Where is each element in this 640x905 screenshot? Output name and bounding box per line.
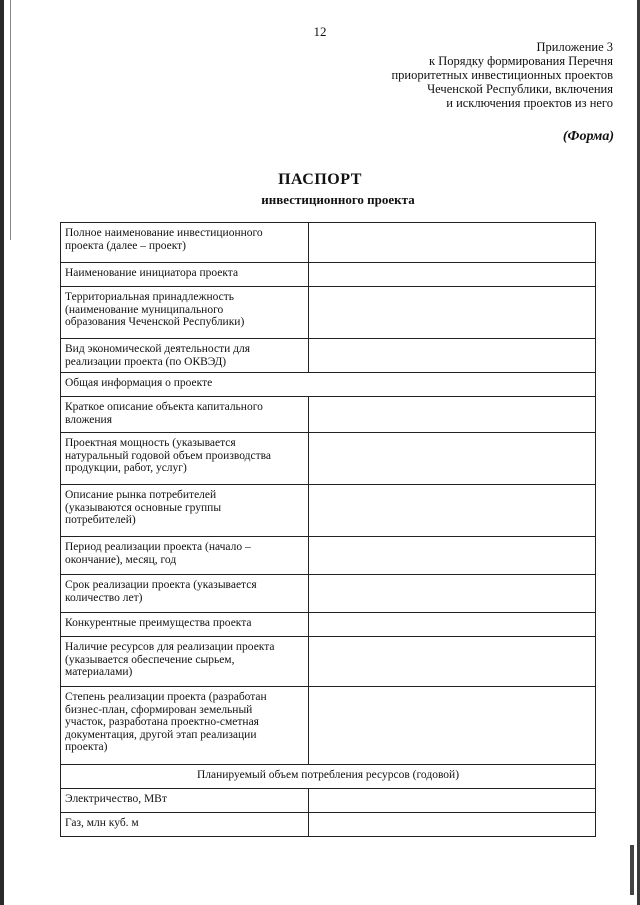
table-row <box>61 613 596 637</box>
table-row <box>61 223 596 263</box>
table-row <box>61 263 596 287</box>
field-value-cell[interactable] <box>309 575 596 613</box>
appendix-block <box>313 40 613 110</box>
field-label: Наименование инициатора проекта <box>65 267 239 279</box>
section-header-text: Общая информация о проекте <box>65 377 213 389</box>
appendix-line: Чеченской Республики, включения <box>427 82 613 96</box>
field-label: Проектная мощность (указывается натуральный годовой объем производства продукции, работ, услуг) <box>65 437 272 474</box>
table-row <box>61 687 596 765</box>
field-label-cell <box>61 287 309 339</box>
table-row <box>61 813 596 837</box>
field-value-cell[interactable] <box>309 637 596 687</box>
appendix-line: Приложение 3 <box>536 40 613 54</box>
table-row <box>61 789 596 813</box>
table-row <box>61 575 596 613</box>
section-header <box>61 373 596 397</box>
field-label: Конкурентные преимущества проекта <box>65 617 252 629</box>
form-label: (Форма) <box>562 129 614 144</box>
table-row <box>61 765 596 789</box>
field-value-cell[interactable] <box>309 537 596 575</box>
field-label-cell <box>61 433 309 485</box>
field-label: Период реализации проекта (начало – окончание), месяц, год <box>65 541 251 566</box>
table-row <box>61 373 596 397</box>
table-row <box>61 637 596 687</box>
table-row <box>61 537 596 575</box>
field-label-cell <box>61 687 309 765</box>
field-label-cell <box>61 263 309 287</box>
passport-table-body <box>61 223 596 837</box>
field-value-cell[interactable] <box>309 789 596 813</box>
resources-heading-text: Планируемый объем потребления ресурсов (годовой) <box>196 769 460 781</box>
appendix-line: и исключения проектов из него <box>446 96 613 110</box>
field-label-cell <box>61 485 309 537</box>
field-label: Вид экономической деятельности для реализации проекта (по ОКВЭД) <box>65 343 251 368</box>
field-label: Срок реализации проекта (указывается количество лет) <box>65 579 257 604</box>
field-label-cell <box>61 789 309 813</box>
document-subtitle: инвестиционного проекта <box>261 192 415 207</box>
field-value-cell[interactable] <box>309 687 596 765</box>
scan-mark <box>630 845 634 895</box>
resources-heading <box>61 765 596 789</box>
appendix-line: приоритетных инвестиционных проектов <box>391 68 613 82</box>
passport-table <box>60 222 596 837</box>
field-label: Описание рынка потребителей (указываются основные группы потребителей) <box>65 489 222 526</box>
field-value-cell[interactable] <box>309 613 596 637</box>
field-label: Краткое описание объекта капитального вложения <box>65 401 263 426</box>
field-label-cell <box>61 397 309 433</box>
field-label-cell <box>61 637 309 687</box>
table-row <box>61 287 596 339</box>
table-row <box>61 339 596 373</box>
field-value-cell[interactable] <box>309 287 596 339</box>
field-value-cell[interactable] <box>309 223 596 263</box>
field-label: Наличие ресурсов для реализации проекта (указывается обеспечение сырьем, материалами) <box>65 641 275 678</box>
field-label-cell <box>61 813 309 837</box>
table-row <box>61 485 596 537</box>
page-number: 12 <box>313 24 327 39</box>
field-value-cell[interactable] <box>309 813 596 837</box>
field-value-cell[interactable] <box>309 485 596 537</box>
field-label-cell <box>61 223 309 263</box>
field-label: Степень реализации проекта (разработан бизнес-план, сформирован земельный участок, разработана проектно-сметная документация, другой этап реализации проекта) <box>65 691 267 753</box>
field-label: Газ, млн куб. м <box>65 817 139 829</box>
scan-edge-left <box>0 0 4 905</box>
field-label-cell <box>61 339 309 373</box>
field-label: Территориальная принадлежность (наименование муниципального образования Чеченской Республики) <box>65 291 245 328</box>
field-label: Электричество, МВт <box>65 793 167 805</box>
document-title: ПАСПОРТ <box>278 171 362 188</box>
field-value-cell[interactable] <box>309 263 596 287</box>
field-label-cell <box>61 575 309 613</box>
appendix-line: к Порядку формирования Перечня <box>429 54 613 68</box>
field-label-cell <box>61 537 309 575</box>
table-row <box>61 433 596 485</box>
table-row <box>61 397 596 433</box>
field-value-cell[interactable] <box>309 339 596 373</box>
field-value-cell[interactable] <box>309 397 596 433</box>
field-value-cell[interactable] <box>309 433 596 485</box>
field-label: Полное наименование инвестиционного проекта (далее – проект) <box>65 227 263 252</box>
field-label-cell <box>61 613 309 637</box>
